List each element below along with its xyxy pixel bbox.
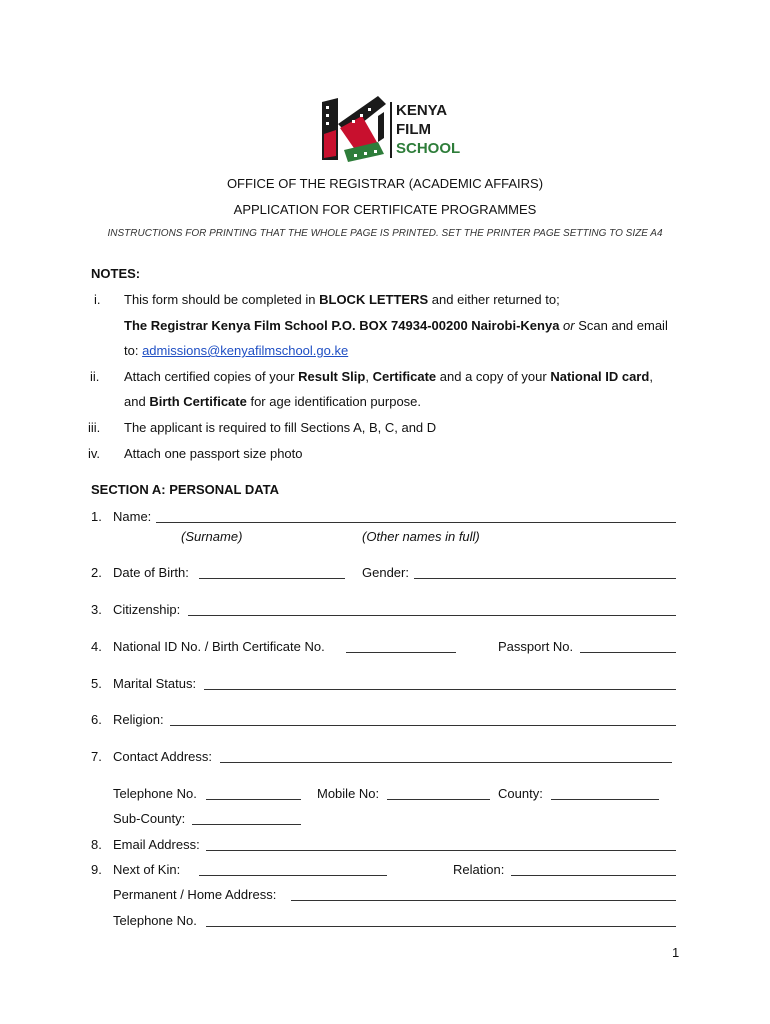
note-line: Attach one passport size photo <box>124 446 303 461</box>
other-names-hint: (Other names in full) <box>362 529 480 544</box>
note-number: iv. <box>88 446 101 461</box>
logo-text-school: SCHOOL <box>396 140 461 157</box>
logo-text-kenya: KENYA <box>396 102 448 119</box>
field-number: 7. <box>91 749 102 764</box>
kin-telephone-label: Telephone No. <box>113 913 197 928</box>
field-number: 3. <box>91 602 102 617</box>
mobile-label: Mobile No: <box>317 786 380 801</box>
logo-text-film: FILM <box>396 121 431 138</box>
note-number: ii. <box>90 369 100 384</box>
admissions-email-link[interactable]: admissions@kenyafilmschool.go.ke <box>142 343 349 358</box>
relation-input-line[interactable] <box>511 875 676 876</box>
note-line: to: admissions@kenyafilmschool.go.ke <box>124 343 349 358</box>
office-heading: OFFICE OF THE REGISTRAR (ACADEMIC AFFAIRS) <box>226 176 544 191</box>
printing-instructions: INSTRUCTIONS FOR PRINTING THAT THE WHOLE PAGE IS PRINTED. SET THE PRINTER PAGE SETTING TO SIZE A4 <box>107 228 663 239</box>
film-k-logo-icon <box>318 94 388 164</box>
passport-label: Passport No. <box>498 639 574 654</box>
field-number: 6. <box>91 712 102 727</box>
note-line: and Birth Certificate for age identification purpose. <box>124 394 422 409</box>
telephone-input-line[interactable] <box>206 799 301 800</box>
home-address-input-line[interactable] <box>291 900 676 901</box>
mobile-input-line[interactable] <box>387 799 490 800</box>
relation-label: Relation: <box>453 862 505 877</box>
marital-status-label: Marital Status: <box>113 676 197 691</box>
passport-input-line[interactable] <box>580 652 676 653</box>
note-number: iii. <box>88 420 101 435</box>
surname-hint: (Surname) <box>181 529 243 544</box>
gender-input-line[interactable] <box>414 578 676 579</box>
home-address-label: Permanent / Home Address: <box>113 887 277 902</box>
email-label: Email Address: <box>113 837 200 852</box>
note-line: Attach certified copies of your Result Slip, Certificate and a copy of your National ID card, <box>124 369 653 384</box>
kenya-film-school-logo <box>318 94 461 166</box>
subcounty-label: Sub-County: <box>113 811 186 826</box>
marital-status-input-line[interactable] <box>204 689 676 690</box>
next-of-kin-label: Next of Kin: <box>113 862 181 877</box>
name-input-line[interactable] <box>156 522 676 523</box>
county-label: County: <box>498 786 543 801</box>
citizenship-label: Citizenship: <box>113 602 181 617</box>
section-a-heading: SECTION A: PERSONAL DATA <box>91 482 280 497</box>
national-id-label: National ID No. / Birth Certificate No. <box>113 639 325 654</box>
religion-label: Religion: <box>113 712 164 727</box>
dob-input-line[interactable] <box>199 578 345 579</box>
note-line: The Registrar Kenya Film School P.O. BOX 74934-00200 Nairobi-Kenya or Scan and email <box>124 318 668 333</box>
field-number: 1. <box>91 509 102 524</box>
kin-telephone-input-line[interactable] <box>206 926 676 927</box>
religion-input-line[interactable] <box>170 725 676 726</box>
county-input-line[interactable] <box>551 799 659 800</box>
field-number: 9. <box>91 862 102 877</box>
subcounty-input-line[interactable] <box>192 824 301 825</box>
page-number: 1 <box>672 945 680 960</box>
note-line: This form should be completed in BLOCK LETTERS and either returned to; <box>124 292 560 307</box>
citizenship-input-line[interactable] <box>188 615 676 616</box>
field-number: 2. <box>91 565 102 580</box>
note-line: The applicant is required to fill Sections A, B, C, and D <box>124 420 437 435</box>
contact-address-label: Contact Address: <box>113 749 212 764</box>
field-number: 5. <box>91 676 102 691</box>
telephone-label: Telephone No. <box>113 786 197 801</box>
gender-label: Gender: <box>362 565 409 580</box>
form-title: APPLICATION FOR CERTIFICATE PROGRAMMES <box>233 202 537 217</box>
field-number: 8. <box>91 837 102 852</box>
note-number: i. <box>94 292 101 307</box>
email-input-line[interactable] <box>206 850 676 851</box>
contact-address-input-line[interactable] <box>220 762 672 763</box>
national-id-input-line[interactable] <box>346 652 456 653</box>
name-label: Name: <box>113 509 152 524</box>
next-of-kin-input-line[interactable] <box>199 875 387 876</box>
notes-heading: NOTES: <box>91 266 141 281</box>
dob-label: Date of Birth: <box>113 565 189 580</box>
field-number: 4. <box>91 639 102 654</box>
